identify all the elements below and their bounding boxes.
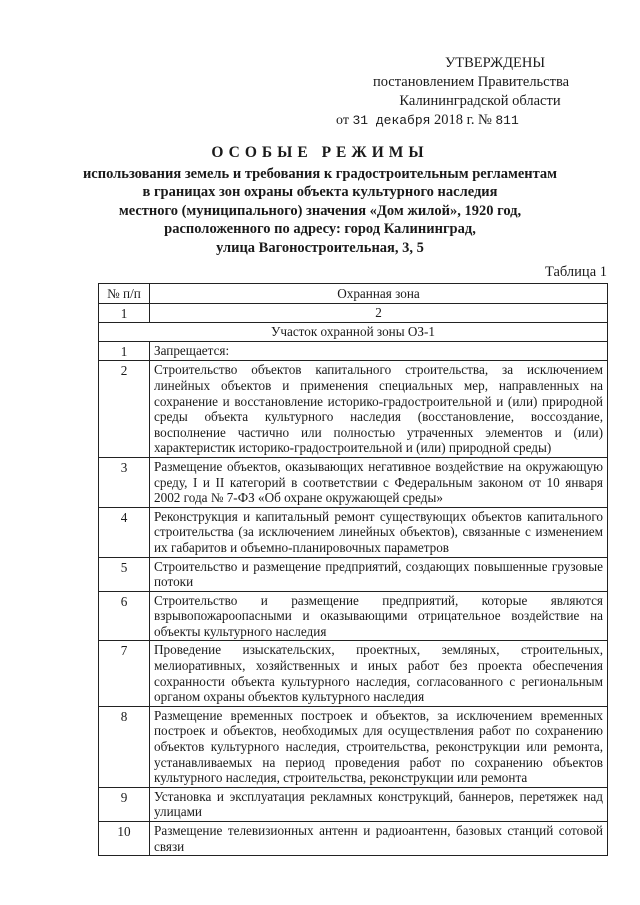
column-number-row — [99, 303, 608, 323]
table-row — [99, 341, 608, 361]
title-line-1: использования земель и требования к градостроительным регламентам — [82, 165, 558, 182]
date-year: 2018 г. — [433, 112, 475, 128]
row-text: Реконструкция и капитальный ремонт существующих объектов капитального строительства (за исключением линейных объектов), связанные с изменением их габаритов и объемно-планировочных параметров — [150, 507, 608, 557]
table-row — [99, 787, 608, 821]
approval-block — [336, 54, 606, 130]
regimes-table — [98, 283, 608, 856]
document-title-block — [40, 144, 600, 257]
title-line-3: местного (муниципального) значения «Дом жилой», 1920 год, — [118, 202, 522, 219]
table-header-row — [99, 284, 608, 304]
header-zone: Охранная зона — [150, 284, 608, 304]
table-label: Таблица 1 — [544, 264, 607, 280]
date-handwritten: 31 декабря — [352, 113, 431, 128]
row-text: Размещение телевизионных антенн и радиоантенн, базовых станций сотовой связи — [150, 822, 608, 856]
row-number: 9 — [99, 787, 150, 821]
row-number: 10 — [99, 822, 150, 856]
approval-date-line — [336, 111, 606, 130]
row-text: Строительство и размещение предприятий, которые являются взрывопожароопасными и оказывающими отрицательное воздействие на объекты культурного наследия — [150, 591, 608, 641]
title-line-5: улица Вагоностроительная, 3, 5 — [216, 239, 424, 256]
approval-title: УТВЕРЖДЕНЫ — [444, 55, 546, 71]
header-num: № п/п — [99, 284, 150, 304]
row-text: Строительство объектов капитального строительства, за исключением линейных объектов и применения специальных мер, направленных на сохранение и восстановление историко-градостроительной и (или) природной среды объекта культурного наследия (восстановление, воссоздание, восполнение частично или полностью утраченных элементов и (или) характеристик историко-градостроительной и (или) природной среды) — [150, 361, 608, 458]
number-handwritten: 811 — [495, 113, 519, 128]
row-number: 5 — [99, 557, 150, 591]
number-sign: № — [478, 112, 492, 128]
document-title: ОСОБЫЕ РЕЖИМЫ — [211, 144, 429, 161]
table-row — [99, 822, 608, 856]
title-line-4: расположенного по адресу: город Калининград, — [164, 221, 476, 237]
section-row — [99, 323, 608, 342]
row-text: Строительство и размещение предприятий, создающих повышенные грузовые потоки — [150, 557, 608, 591]
table-row — [99, 591, 608, 641]
row-number: 6 — [99, 591, 150, 641]
date-prefix: от — [336, 113, 349, 128]
approval-line-region: Калининградской области — [399, 93, 561, 109]
table-row — [99, 361, 608, 458]
row-number: 3 — [99, 457, 150, 507]
section-title: Участок охранной зоны ОЗ-1 — [99, 323, 608, 342]
table-row — [99, 507, 608, 557]
row-number: 2 — [99, 361, 150, 458]
row-number: 7 — [99, 641, 150, 706]
row-text: Запрещается: — [150, 341, 608, 361]
row-text: Размещение объектов, оказывающих негативное воздействие на окружающую среду, I и II категорий в соответствии с Федеральным законом от 10 января 2002 года № 7-ФЗ «Об охране окружающей среды» — [150, 457, 608, 507]
table-row — [99, 557, 608, 591]
approval-line-resolution: постановлением Правительства — [372, 74, 570, 90]
title-line-2: в границах зон охраны объекта культурного наследия — [142, 184, 498, 200]
row-number: 4 — [99, 507, 150, 557]
table-row — [99, 706, 608, 787]
table-row — [99, 457, 608, 507]
row-text: Размещение временных построек и объектов, за исключением временных построек и объектов, необходимых для осуществления работ по сохранению объектов культурного наследия, строительства, реконструкции или ремонта, устанавливаемых на период проведения работ по сохранению объектов культурного наследия, строительства, реконструкции или ремонта — [150, 706, 608, 787]
row-number: 1 — [99, 341, 150, 361]
column-number-2: 2 — [150, 303, 608, 323]
row-number: 8 — [99, 706, 150, 787]
row-text: Проведение изыскательских, проектных, земляных, строительных, мелиоративных, хозяйственных и иных работ без проекта обеспечения сохранности объекта культурного наследия, согласованного с региональным органом охраны объектов культурного наследия — [150, 641, 608, 706]
table-row — [99, 641, 608, 706]
row-text: Установка и эксплуатация рекламных конструкций, баннеров, перетяжек над улицами — [150, 787, 608, 821]
column-number-1: 1 — [99, 303, 150, 323]
